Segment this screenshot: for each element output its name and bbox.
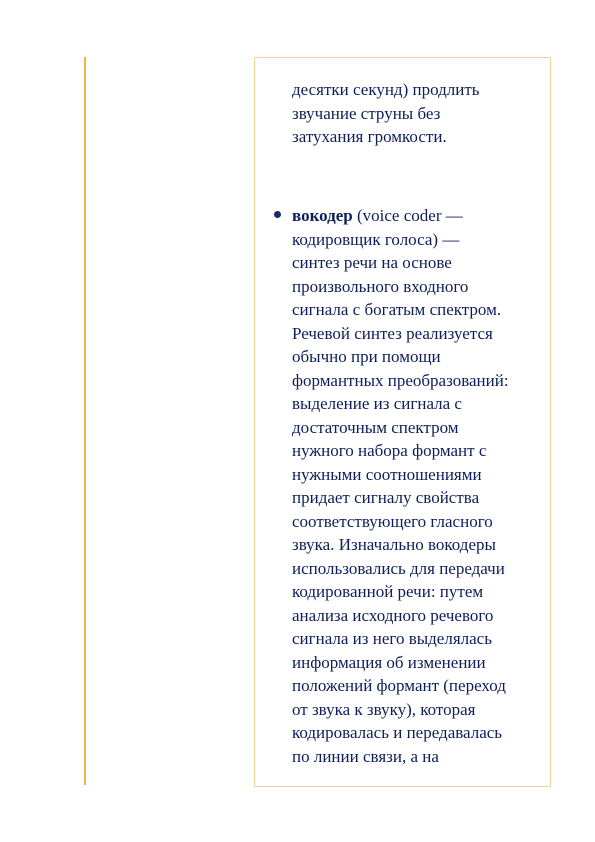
text-column [254, 57, 551, 787]
bullet-item-vocoder [292, 204, 550, 768]
left-margin-rule [84, 57, 86, 785]
bullet-point-icon [274, 211, 281, 218]
bullet-term: вокодер [292, 206, 353, 225]
continued-paragraph: десятки секунд) продлить звучание струны без затухания громкости. [292, 80, 480, 146]
bullet-body: (voice coder — кодировщик голоса) — синтез речи на основе произвольного входного сигнала с богатым спектром. Речевой синтез реализуется обычно при помощи формантных преобразований: выделение из сигнала с достаточным спектром нужного набора формант с нужными соотношениями придает сигналу свойства соответствующего гласного звука. Изначально вокодеры использовались для передачи кодированной речи: путем анализа исходного речевого сигнала из него выделялась информация об изменении положений формант (переход от звука к звуку), которая кодировалась и передавалась по линии связи, а на [292, 206, 509, 766]
